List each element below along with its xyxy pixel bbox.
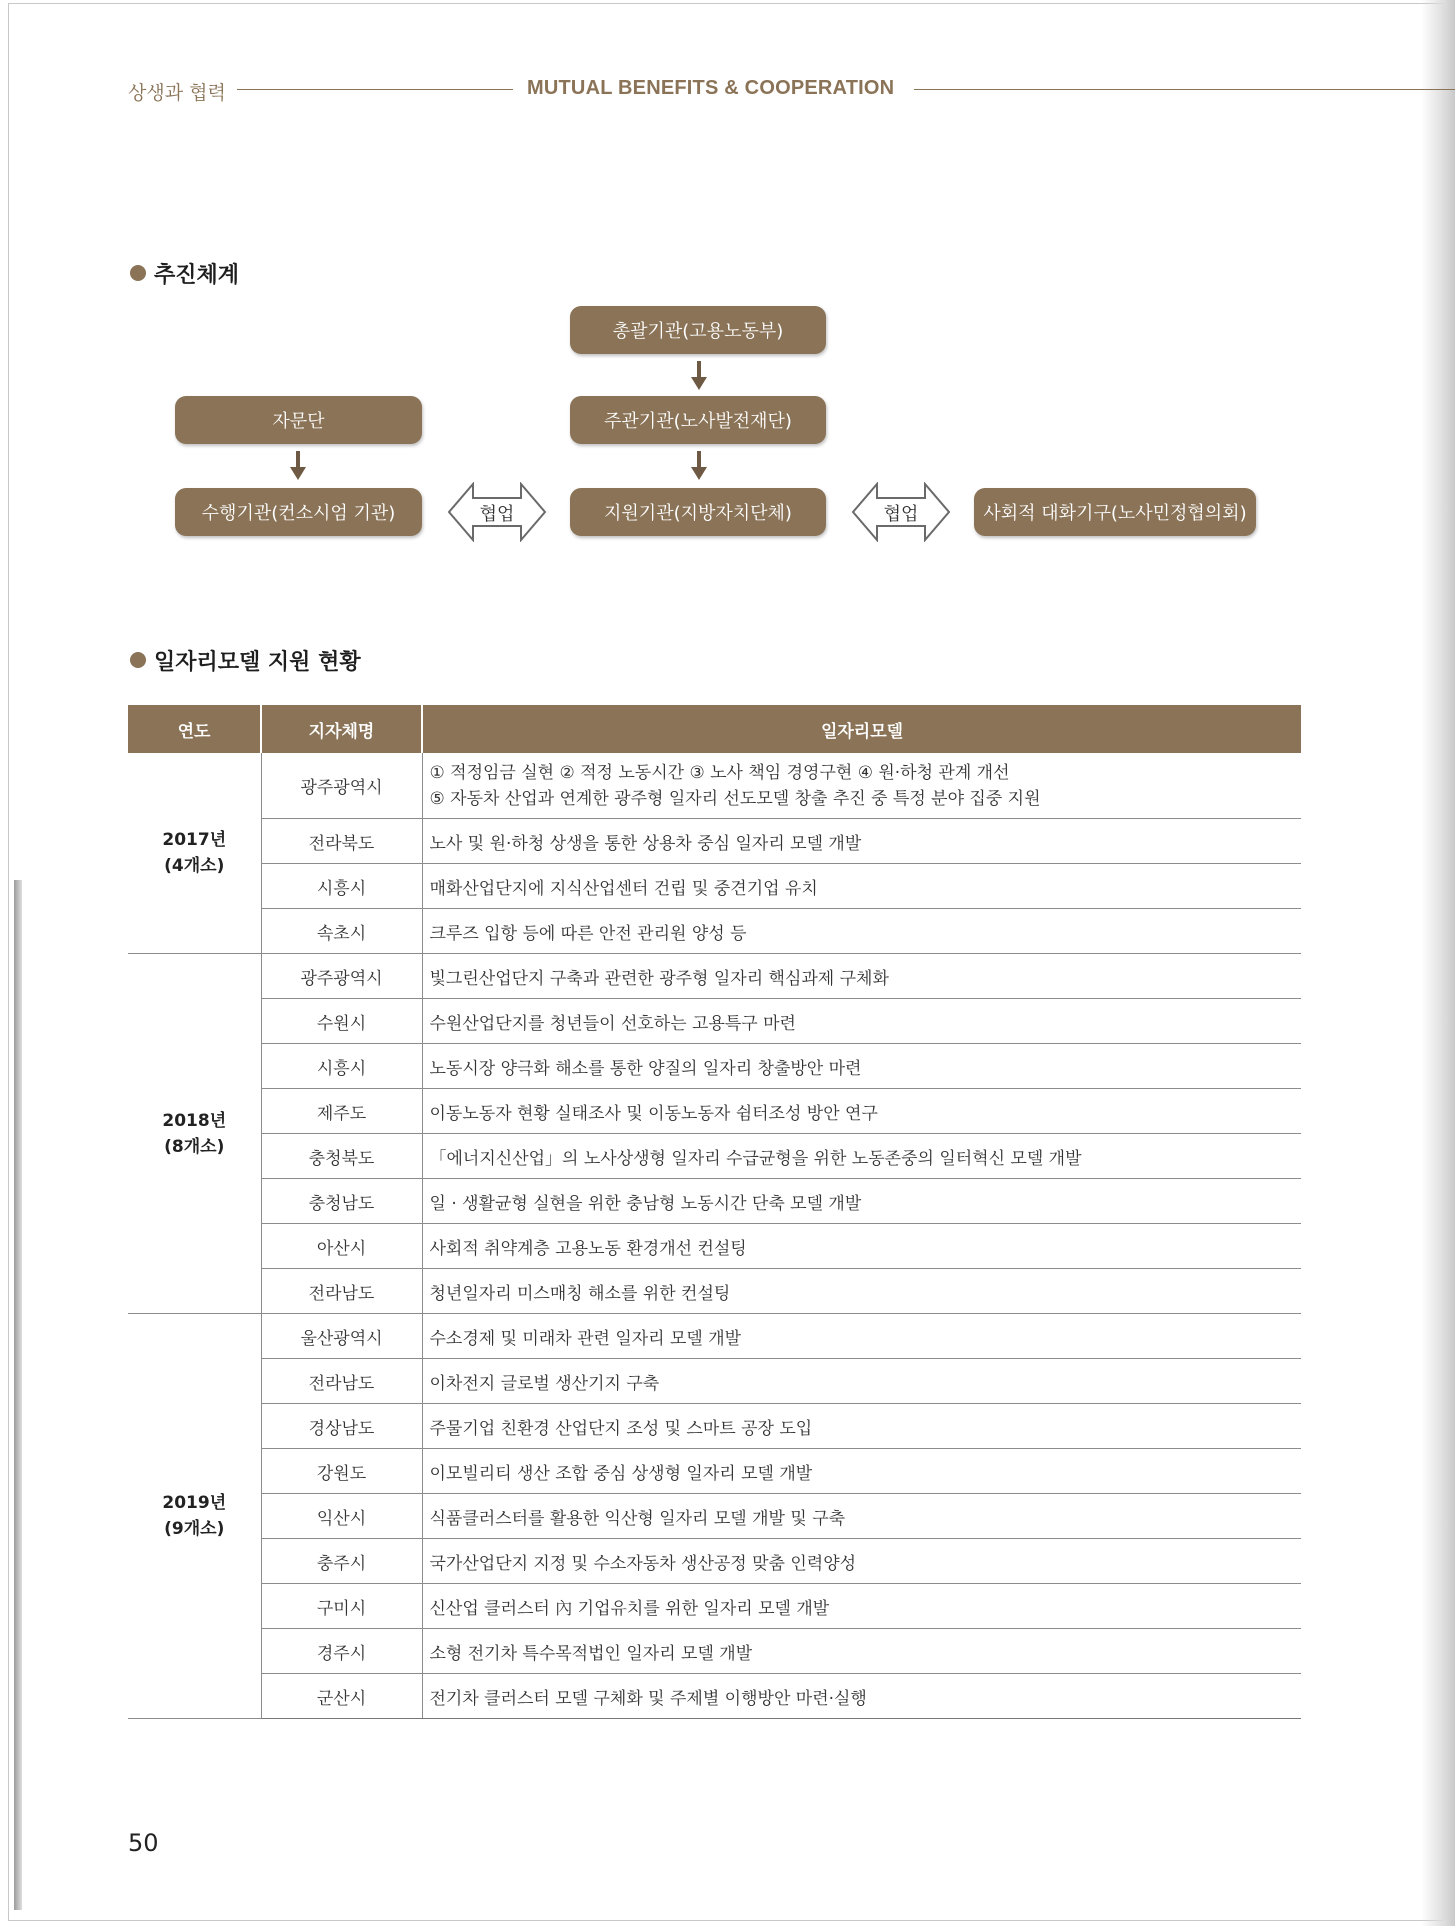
model-cell: 이차전지 글로벌 생산기지 구축 bbox=[422, 1359, 1301, 1404]
section-title-org bbox=[130, 258, 239, 289]
section-title-table-text: 일자리모델 지원 현황 bbox=[154, 650, 361, 675]
table-row bbox=[128, 1494, 1301, 1539]
region-cell: 경주시 bbox=[261, 1629, 422, 1674]
bullet-dot-icon bbox=[130, 652, 146, 668]
page-number: 50 bbox=[128, 1829, 159, 1857]
coop-label-left: 협업 bbox=[479, 504, 515, 525]
year-cell bbox=[128, 753, 261, 954]
table-row bbox=[128, 1269, 1301, 1314]
region-cell: 구미시 bbox=[261, 1584, 422, 1629]
table-row bbox=[128, 1359, 1301, 1404]
table-header-row bbox=[128, 705, 1301, 753]
region-cell: 익산시 bbox=[261, 1494, 422, 1539]
year-count: (8개소) bbox=[164, 1136, 225, 1157]
org-box-executor: 수행기관(컨소시엄 기관) bbox=[175, 488, 422, 536]
region-cell: 강원도 bbox=[261, 1449, 422, 1494]
table-row bbox=[128, 909, 1301, 954]
table-row bbox=[128, 819, 1301, 864]
col-header-model: 일자리모델 bbox=[422, 705, 1301, 753]
region-cell: 전라남도 bbox=[261, 1359, 422, 1404]
model-cell: 일 · 생활균형 실현을 위한 충남형 노동시간 단축 모델 개발 bbox=[422, 1179, 1301, 1224]
org-box-advisory: 자문단 bbox=[175, 396, 422, 444]
table-row bbox=[128, 753, 1301, 819]
region-cell: 시흥시 bbox=[261, 864, 422, 909]
region-cell: 충청북도 bbox=[261, 1134, 422, 1179]
org-box-middle: 주관기관(노사발전재단) bbox=[570, 396, 826, 444]
region-cell: 시흥시 bbox=[261, 1044, 422, 1089]
arrow-down-icon bbox=[690, 361, 708, 391]
region-cell: 속초시 bbox=[261, 909, 422, 954]
table-row bbox=[128, 999, 1301, 1044]
model-line: ① 적정임금 실현 ② 적정 노동시간 ③ 노사 책임 경영구현 ④ 원·하청 관계 개선 bbox=[429, 762, 1010, 783]
model-cell bbox=[422, 753, 1301, 819]
table-row bbox=[128, 1539, 1301, 1584]
model-cell: 이모빌리티 생산 조합 중심 상생형 일자리 모델 개발 bbox=[422, 1449, 1301, 1494]
table-row bbox=[128, 1179, 1301, 1224]
model-cell: 신산업 클러스터 內 기업유치를 위한 일자리 모델 개발 bbox=[422, 1584, 1301, 1629]
model-cell: 크루즈 입항 등에 따른 안전 관리원 양성 등 bbox=[422, 909, 1301, 954]
header-rule-left bbox=[237, 89, 513, 90]
region-cell: 충주시 bbox=[261, 1539, 422, 1584]
model-cell: 매화산업단지에 지식산업센터 건립 및 중견기업 유치 bbox=[422, 864, 1301, 909]
model-cell: 식품클러스터를 활용한 익산형 일자리 모델 개발 및 구축 bbox=[422, 1494, 1301, 1539]
table-row bbox=[128, 1224, 1301, 1269]
model-cell: 수소경제 및 미래차 관련 일자리 모델 개발 bbox=[422, 1314, 1301, 1359]
year-label: 2017년 bbox=[162, 830, 227, 850]
arrow-down-icon bbox=[690, 451, 708, 481]
col-header-year: 연도 bbox=[128, 705, 261, 753]
model-cell: 전기차 클러스터 모델 구체화 및 주제별 이행방안 마련·실행 bbox=[422, 1674, 1301, 1719]
model-cell: 「에너지신산업」의 노사상생형 일자리 수급균형을 위한 노동존중의 일터혁신 모델 개발 bbox=[422, 1134, 1301, 1179]
model-cell: 소형 전기차 특수목적법인 일자리 모델 개발 bbox=[422, 1629, 1301, 1674]
region-cell: 제주도 bbox=[261, 1089, 422, 1134]
job-model-table bbox=[128, 705, 1301, 1719]
region-cell: 아산시 bbox=[261, 1224, 422, 1269]
year-count: (4개소) bbox=[164, 856, 225, 876]
year-label: 2018년 bbox=[162, 1110, 227, 1131]
arrow-down-icon bbox=[289, 451, 307, 481]
section-title-table bbox=[130, 645, 361, 676]
header-section-kr: 상생과 협력 bbox=[128, 82, 226, 104]
table-row bbox=[128, 1089, 1301, 1134]
model-cell: 노사 및 원·하청 상생을 통한 상용차 중심 일자리 모델 개발 bbox=[422, 819, 1301, 864]
region-cell: 울산광역시 bbox=[261, 1314, 422, 1359]
region-cell: 군산시 bbox=[261, 1674, 422, 1719]
year-label: 2019년 bbox=[162, 1493, 227, 1513]
model-cell: 노동시장 양극화 해소를 통한 양질의 일자리 창출방안 마련 bbox=[422, 1044, 1301, 1089]
header-rule-right bbox=[914, 89, 1455, 90]
org-box-top: 총괄기관(고용노동부) bbox=[570, 306, 826, 354]
header-section-en: MUTUAL BENEFITS & COOPERATION bbox=[527, 77, 895, 99]
region-cell: 경상남도 bbox=[261, 1404, 422, 1449]
table-row bbox=[128, 1044, 1301, 1089]
page-left-edge bbox=[14, 880, 22, 1910]
section-title-org-text: 추진체계 bbox=[154, 263, 240, 288]
region-cell: 전라남도 bbox=[261, 1269, 422, 1314]
model-cell: 국가산업단지 지정 및 수소자동차 생산공정 맞춤 인력양성 bbox=[422, 1539, 1301, 1584]
year-cell bbox=[128, 1314, 261, 1719]
model-cell: 청년일자리 미스매칭 해소를 위한 컨설팅 bbox=[422, 1269, 1301, 1314]
table-row bbox=[128, 864, 1301, 909]
col-header-region: 지자체명 bbox=[261, 705, 422, 753]
org-box-social: 사회적 대화기구(노사민정협의회) bbox=[974, 488, 1256, 536]
region-cell: 전라북도 bbox=[261, 819, 422, 864]
org-box-support: 지원기관(지방자치단체) bbox=[570, 488, 826, 536]
year-count: (9개소) bbox=[164, 1519, 225, 1539]
table-row bbox=[128, 1629, 1301, 1674]
table-row bbox=[128, 1134, 1301, 1179]
table-row bbox=[128, 954, 1301, 999]
page-right-shadow bbox=[1421, 0, 1455, 1926]
bullet-dot-icon bbox=[130, 265, 146, 281]
region-cell: 광주광역시 bbox=[261, 954, 422, 999]
model-line: ⑤ 자동차 산업과 연계한 광주형 일자리 선도모델 창출 추진 중 특정 분야 집중 지원 bbox=[429, 788, 1041, 809]
region-cell: 충청남도 bbox=[261, 1179, 422, 1224]
region-cell: 광주광역시 bbox=[261, 753, 422, 819]
model-cell: 주물기업 친환경 산업단지 조성 및 스마트 공장 도입 bbox=[422, 1404, 1301, 1449]
model-cell: 수원산업단지를 청년들이 선호하는 고용특구 마련 bbox=[422, 999, 1301, 1044]
year-cell bbox=[128, 954, 261, 1314]
model-cell: 이동노동자 현황 실태조사 및 이동노동자 쉼터조성 방안 연구 bbox=[422, 1089, 1301, 1134]
coop-label-right: 협업 bbox=[883, 504, 919, 525]
region-cell: 수원시 bbox=[261, 999, 422, 1044]
model-cell: 사회적 취약계층 고용노동 환경개선 컨설팅 bbox=[422, 1224, 1301, 1269]
model-cell: 빛그린산업단지 구축과 관련한 광주형 일자리 핵심과제 구체화 bbox=[422, 954, 1301, 999]
table-row bbox=[128, 1404, 1301, 1449]
table-row bbox=[128, 1449, 1301, 1494]
table-row bbox=[128, 1314, 1301, 1359]
table-row bbox=[128, 1674, 1301, 1719]
table-row bbox=[128, 1584, 1301, 1629]
